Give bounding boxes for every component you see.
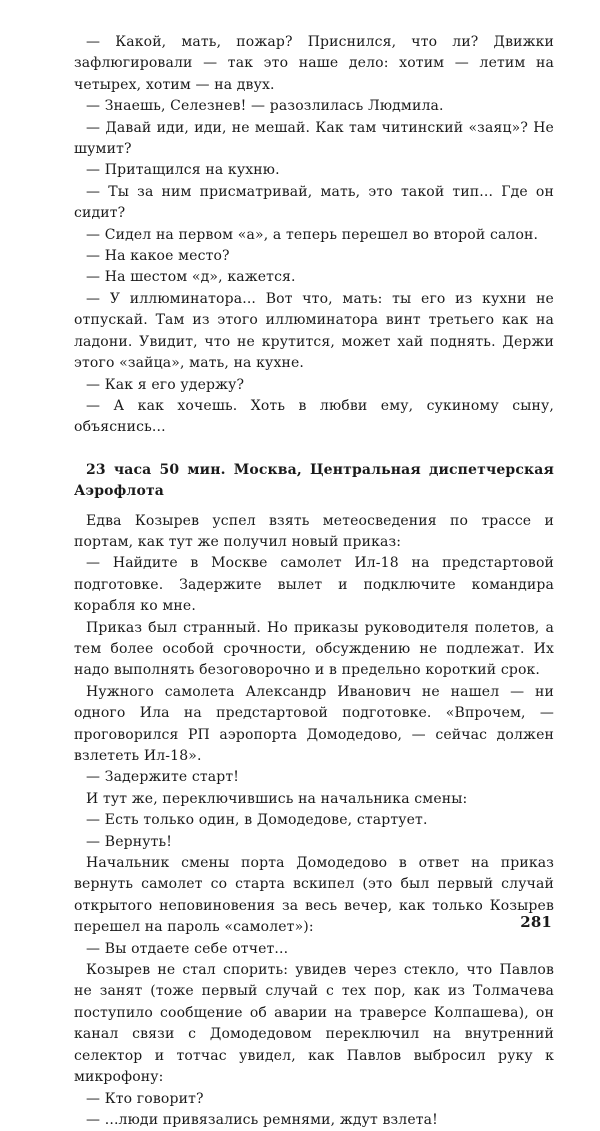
dialogue-paragraph-2: — Знаешь, Селезнев! — разозлилась Людмила. — [86, 98, 444, 115]
body-paragraph-2: — Найдите в Москве самолет Ил-18 на предстартовой подготовке. Задержите вылет и подключите командира корабля ко мне. — [74, 555, 554, 615]
dialogue-paragraph-4: — Притащился на кухню. — [86, 162, 280, 179]
body-paragraph-8: — Вернуть! — [86, 833, 173, 850]
dialogue-paragraph-7: — На какое место? — [86, 248, 230, 265]
dialogue-paragraph-5: — Ты за ним присматривай, мать, это такой тип... Где он сидит? — [74, 183, 554, 222]
dialogue-paragraph-9: — У иллюминатора... Вот что, мать: ты его из кухни не отпускай. Там из этого иллюминатора винт третьего как на ладони. Увидит, что не крутится, может хай поднять. Держи этого «зайца», мать, на кухне. — [74, 290, 554, 372]
body-paragraph-1: Едва Козырев успел взять метеосведения по трассе и портам, как тут же получил новый приказ: — [74, 512, 554, 550]
dialogue-paragraph-3: — Давай иди, иди, не мешай. Как там читинский «заяц»? Не шумит? — [74, 119, 554, 158]
dialogue-paragraph-1: — Какой, мать, пожар? Приснился, что ли? Движки зафлюгировали — так это наше дело: хотим — летим на четырех, хотим — на двух. — [74, 34, 554, 93]
body-paragraph-9: Начальник смены порта Домодедово в ответ на приказ вернуть самолет со старта вскипел (это был первый случай открытого неповиновения за весь вечер, как только Козырев перешел на пароль «самолет»): — [74, 855, 554, 936]
body-paragraph-11: Козырев не стал спорить: увидев через стекло, что Павлов не занят (тоже первый случай с тех пор, как из Толмачева поступило сообщение об аварии на траверсе Колпашева), он канал связи с Домодедовом переключил на внутренний селектор и тотчас увидел, как Павлов выбросил руку к микрофону: — [74, 962, 554, 1086]
section-heading: 23 часа 50 мин. Москва, Центральная диспетчерская Аэрофлота — [74, 461, 554, 500]
dialogue-paragraph-6: — Сидел на первом «а», а теперь перешел во второй салон. — [86, 226, 539, 243]
body-paragraph-6: И тут же, переключившись на начальника смены: — [86, 790, 468, 807]
dialogue-paragraph-10: — Как я его удержу? — [86, 376, 245, 393]
dialogue-paragraph-11: — А как хочешь. Хоть в любви ему, сукиному сыну, объяснись... — [74, 397, 554, 436]
body-paragraph-13: — ...люди привязались ремнями, ждут взлета! — [86, 1111, 438, 1128]
dialogue-paragraph-8: — На шестом «д», кажется. — [86, 269, 296, 286]
page-number: 281 — [520, 913, 552, 931]
body-paragraph-5: — Задержите старт! — [86, 769, 240, 786]
body-paragraph-3: Приказ был странный. Но приказы руководителя полетов, а тем более особой срочности, обсуждению не подлежат. Их надо выполнять безоговорочно и в предельно короткий срок. — [74, 619, 554, 679]
body-paragraph-12: — Кто говорит? — [86, 1090, 204, 1107]
body-paragraph-7: — Есть только один, в Домодедове, стартует. — [86, 812, 428, 829]
body-paragraph-10: — Вы отдаете себе отчет... — [86, 940, 289, 957]
body-paragraph-4: Нужного самолета Александр Иванович не нашел — ни одного Ила на предстартовой подготовке. «Впрочем, — проговорился РП аэропорта Домодедово, — сейчас должен взлететь Ил-18». — [74, 683, 554, 764]
